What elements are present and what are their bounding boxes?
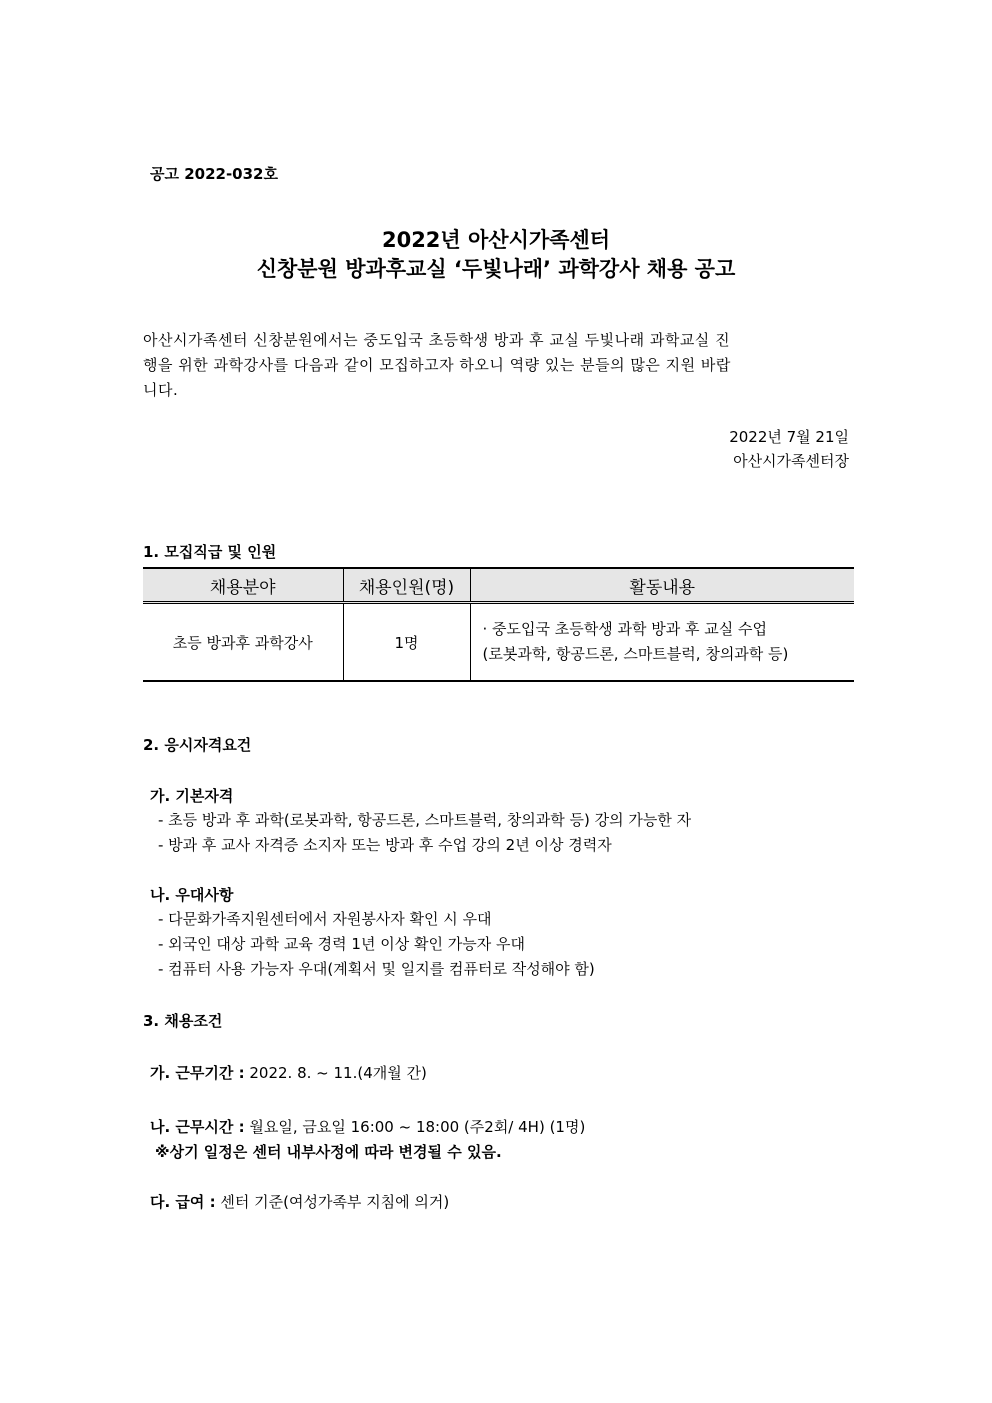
preferred-item-3: - 컴퓨터 사용 가능자 우대(계획서 및 일지를 컴퓨터로 작성해야 함) [158,960,595,978]
notice-number: 공고 2022-032호 [150,165,278,183]
title-line-1: 2022년 아산시가족센터 [381,228,611,252]
table-row [143,603,854,682]
section-3-heading: 3. 채용조건 [143,1012,223,1030]
issue-date: 2022년 7월 21일 [729,428,849,446]
work-hours-label: 나. 근무시간 : [150,1118,245,1136]
header-count: 채용인원(명) [343,568,470,603]
header-activity: 활동내용 [470,568,854,603]
activity-line-1: · 중도입국 초등학생 과학 방과 후 교실 수업 [482,620,767,638]
cell-field: 초등 방과후 과학강사 [143,603,343,682]
intro-line-2: 행을 위한 과학강사를 다음과 같이 모집하고자 하오니 역량 있는 분들의 많은 지원 바랍 [143,356,731,374]
intro-paragraph [143,328,851,403]
preferred-item-2: - 외국인 대상 과학 교육 경력 1년 이상 확인 가능자 우대 [158,935,525,953]
header-field: 채용분야 [143,568,343,603]
issuer: 아산시가족센터장 [733,452,849,470]
recruitment-table [143,567,854,682]
salary [150,1191,449,1212]
cell-count: 1명 [343,603,470,682]
preferred-heading: 나. 우대사항 [150,886,234,904]
preferred-item-1: - 다문화가족지원센터에서 자원봉사자 확인 시 우대 [158,910,492,928]
intro-line-1: 아산시가족센터 신창분원에서는 중도입국 초등학생 방과 후 교실 두빛나래 과학교실 진 [143,331,731,349]
schedule-note: ※상기 일정은 센터 내부사정에 따라 변경될 수 있음. [155,1143,502,1161]
work-period-value: 2022. 8. ~ 11.(4개월 간) [244,1064,427,1082]
basic-item-1: - 초등 방과 후 과학(로봇과학, 항공드론, 스마트블럭, 창의과학 등) 강의 가능한 자 [158,811,692,829]
title-line-2: 신창분원 방과후교실 ‘두빛나래’ 과학강사 채용 공고 [256,257,736,281]
work-hours-value: 월요일, 금요일 16:00 ~ 18:00 (주2회/ 4H) (1명) [244,1118,586,1136]
work-hours [150,1116,585,1137]
work-period-label: 가. 근무기간 : [150,1064,245,1082]
section-2-heading: 2. 응시자격요건 [143,736,252,754]
work-period [150,1062,427,1083]
basic-item-2: - 방과 후 교사 자격증 소지자 또는 방과 후 수업 강의 2년 이상 경력자 [158,836,612,854]
basic-qualification-heading: 가. 기본자격 [150,787,234,805]
salary-value: 센터 기준(여성가족부 지침에 의거) [215,1193,450,1211]
salary-label: 다. 급여 : [150,1193,216,1211]
section-1-heading: 1. 모집직급 및 인원 [143,543,277,561]
intro-line-3: 니다. [143,381,179,399]
cell-activity [470,603,854,682]
table-header-row [143,568,854,603]
activity-line-2: (로봇과학, 항공드론, 스마트블럭, 창의과학 등) [482,645,789,663]
